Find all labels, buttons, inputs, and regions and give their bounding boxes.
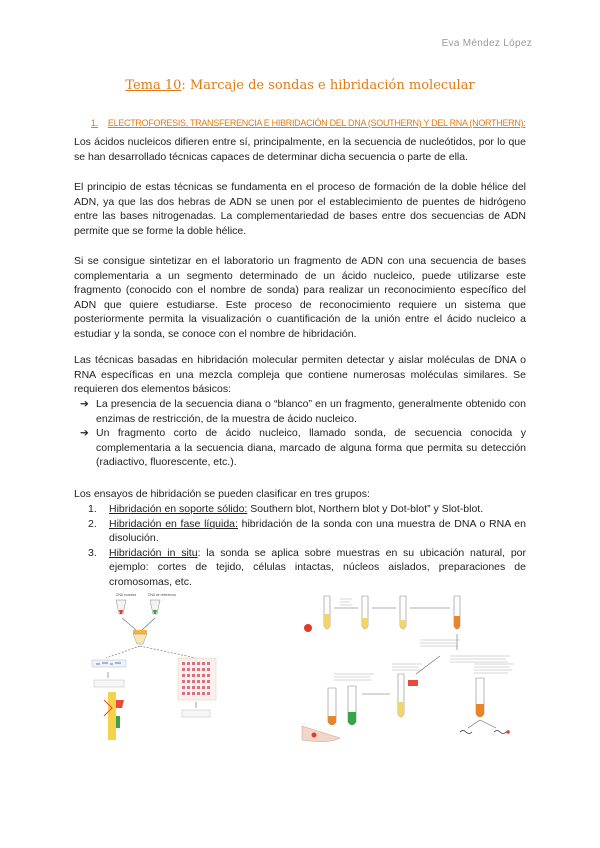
arrow-icon: [416, 656, 440, 674]
bullet-text: La presencia de la secuencia diana o “blanco” en un fragmento, generalmente obtenido con enzimas de restricción, de la muestra de ácido nucleico.: [96, 398, 526, 425]
page-title: [0, 78, 600, 93]
numbered-list: [74, 502, 526, 589]
liquid-hybridization-figure: [300, 594, 522, 744]
figure-label: DNA de referencia: [148, 593, 176, 597]
figure-label: DNA muestra: [116, 593, 137, 597]
list-text: : la sonda se aplica sobre muestras en su ubicación natural, por ejemplo: cortes de tejido, células intactas, núcleos aislados, preparaciones de cromosomas, etc.: [109, 546, 526, 588]
gel-band-icon: [116, 716, 120, 728]
mix-tube-icon: [133, 630, 147, 634]
tube-icon: [362, 618, 368, 629]
title-topic-text: : Marcaje de sondas e hibridación molecular: [181, 78, 475, 93]
signal-icon: [312, 733, 317, 738]
list-label: Hibridación en soporte sólido:: [109, 503, 248, 515]
tube-icon: [302, 726, 340, 742]
title-topic-number: Tema 10: [125, 78, 182, 93]
bullet-item: [80, 426, 526, 470]
tube-icon: [324, 614, 330, 629]
tube-icon: [476, 704, 484, 717]
gel-band-icon: [116, 700, 124, 708]
list-text: hibridación de la sonda con una muestra de DNA o RNA en disolución.: [109, 517, 526, 544]
list-item: [88, 502, 526, 517]
section-number: 1.: [91, 118, 98, 128]
paragraph-intro: Los ácidos nucleicos difieren entre sí, principalmente, en la secuencia de nucleótidos, por lo que se han desarrollado técnicas capaces de determinar dicha secuencia o parte de ella.: [74, 136, 526, 163]
bullet-text: Un fragmento corto de ácido nucleico, llamado sonda, de secuencia conocida y complementaria a la secuencia diana, marcado de alguna forma que permita su detección (radiactivo, fluorescente, etc.).: [96, 427, 526, 468]
section-heading: [91, 118, 525, 128]
hybrid-box-icon: [94, 680, 124, 687]
caption-lines: [334, 674, 374, 680]
list-item: [88, 546, 526, 590]
paragraph-techniques: Las técnicas basadas en hibridación molecular permiten detectar y aislar moléculas de DNA o RNA específicas en una mezcla compleja que contiene numerosas moléculas similares. Se requieren dos elementos básicos:: [74, 354, 526, 395]
list-number: 1.: [88, 503, 97, 515]
arrow-icon: ➔: [80, 398, 89, 410]
list-number: 3.: [88, 546, 97, 559]
arrow-icon: ➔: [80, 427, 89, 439]
gel-lane-icon: [108, 692, 116, 740]
list-number: 2.: [88, 517, 97, 530]
tube-icon: [348, 712, 356, 725]
caption-lines: [392, 664, 422, 670]
caption-lines: [450, 656, 510, 662]
list-label: Hibridación in situ: [109, 546, 198, 559]
arrow-icon: [106, 646, 196, 658]
tube-icon: [398, 702, 404, 717]
probe-icon: [506, 730, 510, 734]
paragraph-classification: Los ensayos de hibridación se pueden clasificar en tres grupos:: [74, 488, 370, 500]
list-item: [88, 517, 526, 546]
hybrid-box-icon: [182, 710, 210, 717]
reagent-icon: [408, 680, 418, 686]
paragraph-probe: Si se consigue sintetizar en el laboratorio un fragmento de ADN con una secuencia de bases complementaria a un segmento determinado de un ácido nucleico, puede utilizarse este fragmento (conocido con el nombre de sonda) para realizar un reconocimiento específico del ADN que quiere estudiarse. Este proceso de reconocimiento requiere un sistema que posteriormente permita la visualización o cuantificación de la unión entre el ácido nucleico a estudiar y la sonda, se conoce con el nombre de hibridación.: [74, 255, 526, 340]
caption-lines: [340, 599, 352, 605]
arrow-icon: [468, 720, 496, 728]
author-name: Eva Méndez López: [441, 38, 532, 49]
list-label: Hibridación en fase líquida:: [109, 517, 238, 530]
caption-lines: [420, 640, 460, 646]
list-text: Southern blot, Northern blot y Dot-blot” y Slot-blot.: [247, 503, 484, 515]
arrow-icon: [122, 618, 155, 630]
section-heading-text: ELECTROFORESIS, TRANSFERENCIA E HIBRIDACIÓN DEL DNA (SOUTHERN) Y DEL RNA (NORTHERN):: [107, 118, 526, 128]
bullet-item: [80, 397, 526, 426]
southern-blot-figure: [86, 588, 248, 740]
tube-icon: [454, 616, 460, 629]
strand-icon: [494, 731, 506, 734]
bullet-list: [74, 397, 526, 470]
caption-lines: [474, 664, 514, 673]
paragraph-principle: El principio de estas técnicas se fundamenta en el proceso de formación de la doble hélice del ADN, ya que las dos hebras de ADN se unen por el establecimiento de puentes de hidrógeno entre las bases nitrogenadas. La complementariedad de bases entre dos secuencias de ADN permite que se forme la doble hélice.: [74, 181, 526, 237]
mix-tube-icon: [133, 634, 147, 644]
strand-icon: [460, 731, 472, 734]
